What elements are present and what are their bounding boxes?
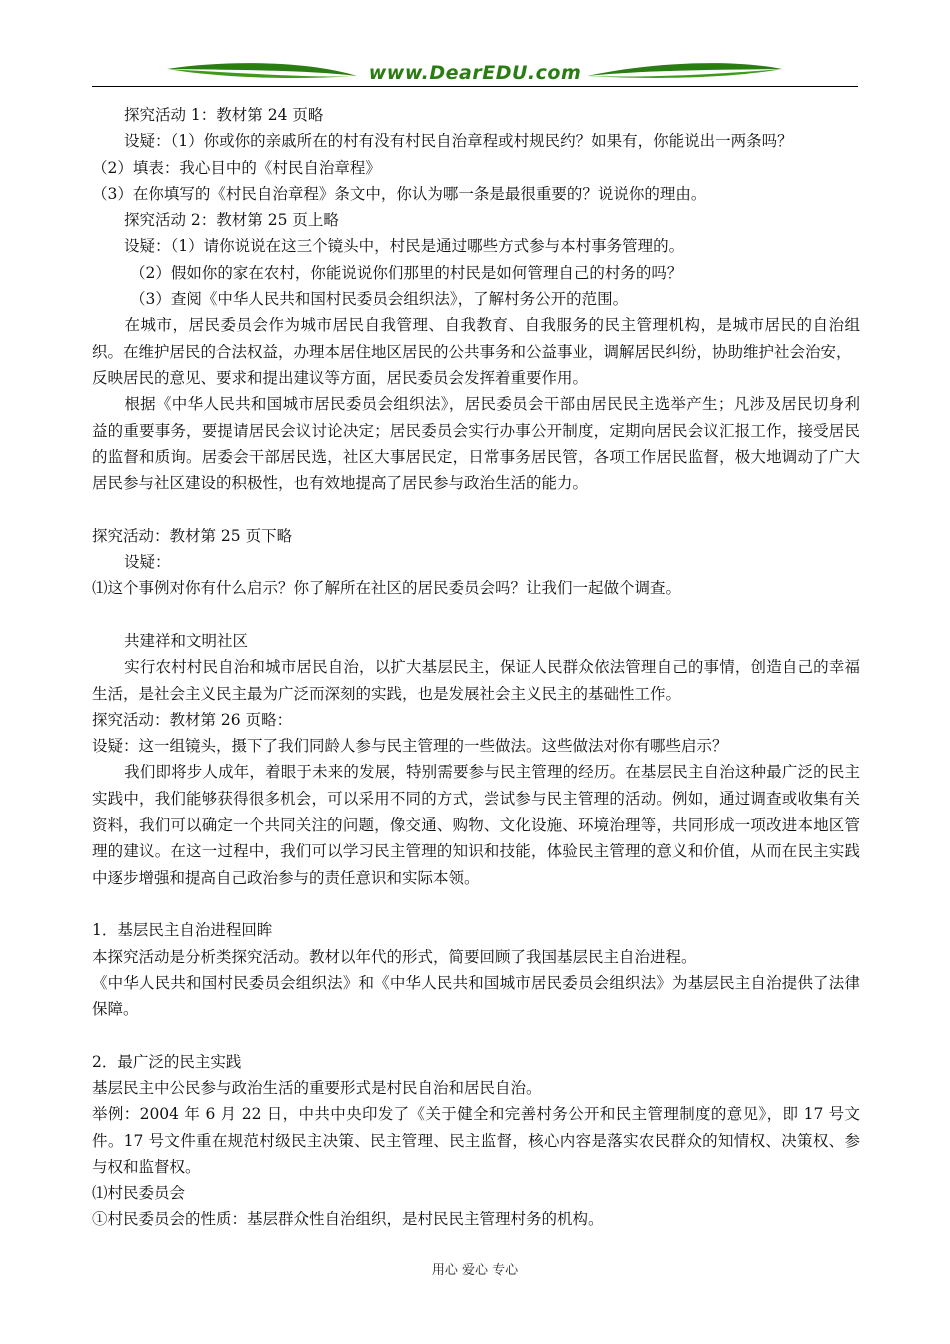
page-header <box>92 56 858 90</box>
paragraph: 本探究活动是分析类探究活动。教材以年代的形式，简要回顾了我国基层民主自治进程。 <box>92 947 697 966</box>
paragraph: （2）填表：我心目中的《村民自治章程》 <box>92 158 381 177</box>
paragraph-text: 实行农村村民自治和城市居民自治，以扩大基层民主，保证人民群众依法管理自己的事情，创造自己的幸福生活，是社会主义民主最为广泛而深刻的实践，也是发展社会主义民主的基础性工作。 <box>92 658 860 703</box>
paragraph: ①村民委员会的性质：基层群众性自治组织，是村民民主管理村务的机构。 <box>92 1210 604 1229</box>
paragraph <box>92 759 860 890</box>
paragraph: 基层民主中公民参与政治生活的重要形式是村民自治和居民自治。 <box>92 1078 542 1097</box>
paragraph: 设疑：（1）请你说说在这三个镜头中，村民是通过哪些方式参与本村事务管理的。 <box>124 237 685 256</box>
paragraph: 反映居民的意见、要求和提出建议等方面，居民委员会发挥着重要作用。 <box>92 368 589 387</box>
site-logo-text: www.DearEDU.com <box>368 62 582 84</box>
paragraph-text: 在城市，居民委员会作为城市居民自我管理、自我教育、自我服务的民主管理机构，是城市居民的自治组织。在维护居民的合法权益，办理本居住地区居民的公共事务和公益事业，调解居民纠纷，协助维护社会治安， <box>92 316 860 361</box>
header-rule <box>92 86 858 87</box>
paragraph: 探究活动：教材第 25 页下略 <box>92 526 293 545</box>
paragraph: 设疑：这一组镜头，摄下了我们同龄人参与民主管理的一些做法。这些做法对你有哪些启示？ <box>92 737 728 756</box>
paragraph: ⑴这个事例对你有什么启示？你了解所在社区的居民委员会吗？让我们一起做个调查。 <box>92 579 682 598</box>
spacer <box>92 891 860 917</box>
paragraph: （3）查阅《中华人民共和国村民委员会组织法》，了解村务公开的范围。 <box>130 290 629 309</box>
paragraph: 设疑：（1）你或你的亲戚所在的村有没有村民自治章程或村规民约？如果有，你能说出一两条吗？ <box>124 132 793 151</box>
paragraph: 设疑： <box>124 553 171 572</box>
paragraph-text: 根据《中华人民共和国城市居民委员会组织法》，居民委员会干部由居民民主选举产生；凡涉及居民切身利益的重要事务，要提请居民会议讨论决定；居民委员会实行办事公开制度，定期向居民会议汇报工作，接受居民的监督和质询。居委会干部居民选，社区大事居民定，日常事务居民管，各项工作居民监督，极大地调动了广大居民参与社区建设的积极性，也有效地提高了居民参与政治生活的能力。 <box>92 395 860 493</box>
section-heading: 共建祥和文明社区 <box>124 631 249 650</box>
spacer <box>92 602 860 628</box>
paragraph: 《中华人民共和国村民委员会组织法》和《中华人民共和国城市居民委员会组织法》为基层民主自治提供了法律保障。 <box>92 973 860 1019</box>
paragraph <box>92 654 860 707</box>
paragraph-text: 我们即将步人成年，着眼于未来的发展，特别需要参与民主管理的经历。在基层民主自治这种最广泛的民主实践中，我们能够获得很多机会，可以采用不同的方式，尝试参与民主管理的活动。例如，通过调查或收集有关资料，我们可以确定一个共同关注的问题，像交通、购物、文化设施、环境治理等，共同形成一项改进本地区管理的建议。在这一过程中，我们可以学习民主管理的知识和技能，体验民主管理的意义和价值，从而在民主实践中逐步增强和提高自己政治参与的责任意识和实际本领。 <box>92 763 860 887</box>
document-body <box>92 102 860 1233</box>
paragraph: 探究活动：教材第 26 页略： <box>92 710 293 729</box>
paragraph: 举例：2004 年 6 月 22 日，中共中央印发了《关于健全和完善村务公开和民主管理制度的意见》，即 17 号文件。17 号文件重在规范村级民主决策、民主管理、民主监督，核心内容是落实农民群众的知情权、决策权、参与权和监督权。 <box>92 1105 860 1176</box>
paragraph: 探究活动 2：教材第 25 页上略 <box>124 211 339 230</box>
section-heading: 1．基层民主自治进程回眸 <box>92 921 273 940</box>
spacer <box>92 496 860 522</box>
paragraph: （3）在你填写的《村民自治章程》条文中，你认为哪一条是最很重要的？说说你的理由。 <box>92 184 707 203</box>
paragraph <box>92 391 860 496</box>
paragraph: ⑴村民委员会 <box>92 1184 186 1203</box>
paragraph: 探究活动 1：教材第 24 页略 <box>124 106 324 124</box>
paragraph: （2）假如你的家在农村，你能说说你们那里的村民是如何管理自己的村务的吗？ <box>130 263 683 282</box>
paragraph <box>92 312 860 365</box>
page-footer: 用心 爱心 专心 <box>431 1263 519 1278</box>
spacer <box>92 1022 860 1048</box>
section-heading: 2．最广泛的民主实践 <box>92 1052 242 1071</box>
